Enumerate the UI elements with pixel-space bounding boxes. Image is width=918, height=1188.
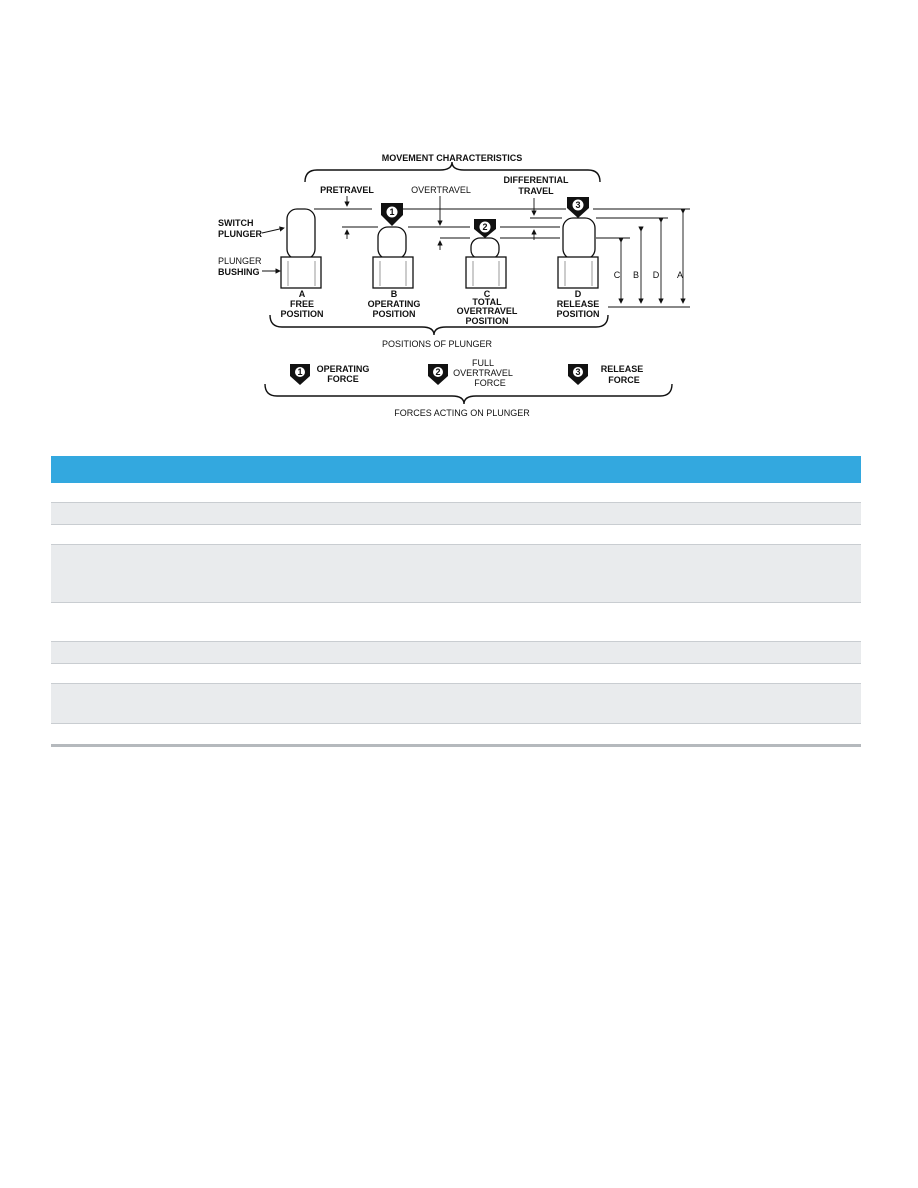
position-c-label <box>457 289 518 326</box>
svg-text:FORCE: FORCE <box>474 378 506 388</box>
table-row <box>51 525 861 545</box>
svg-text:C: C <box>483 289 491 299</box>
forces-brace <box>265 384 672 404</box>
svg-text:A: A <box>298 289 306 299</box>
plunger-bushing-label-2: BUSHING <box>218 267 260 277</box>
table-row <box>51 664 861 684</box>
dimension-a <box>677 213 683 303</box>
table-row <box>51 503 861 525</box>
svg-text:POSITION: POSITION <box>372 309 416 319</box>
pretravel-label: PRETRAVEL <box>320 185 374 195</box>
force-1-arrow-icon <box>381 203 403 226</box>
position-a-label <box>280 289 323 319</box>
plunger-c-illustration <box>466 238 506 288</box>
plunger-bushing-label-1: PLUNGER <box>218 256 262 266</box>
svg-text:FORCE: FORCE <box>608 375 640 385</box>
overtravel-label: OVERTRAVEL <box>411 185 471 195</box>
svg-text:D: D <box>652 270 660 280</box>
svg-text:POSITION: POSITION <box>465 316 509 326</box>
svg-text:1: 1 <box>389 207 395 217</box>
svg-text:2: 2 <box>482 222 488 232</box>
plunger-b-illustration <box>373 227 413 288</box>
svg-text:FORCE: FORCE <box>327 374 359 384</box>
svg-text:OVERTRAVEL: OVERTRAVEL <box>456 306 518 316</box>
table-row <box>51 603 861 642</box>
table-row <box>51 684 861 724</box>
svg-text:A: A <box>676 270 684 280</box>
dimension-d <box>653 222 661 303</box>
svg-text:RELEASE: RELEASE <box>600 364 644 374</box>
switch-plunger-label-1: SWITCH <box>218 218 254 228</box>
svg-text:1: 1 <box>297 367 303 377</box>
svg-text:FULL: FULL <box>471 358 495 368</box>
svg-text:D: D <box>574 289 582 299</box>
svg-text:FREE: FREE <box>289 299 315 309</box>
table-row <box>51 483 861 503</box>
table-row <box>51 642 861 664</box>
force-2-arrow-icon <box>474 219 496 238</box>
svg-text:B: B <box>632 270 640 280</box>
spec-table <box>51 456 861 747</box>
switch-plunger-label-2: PLUNGER <box>218 229 263 239</box>
plunger-a-illustration <box>281 209 321 288</box>
force-3-arrow-icon <box>567 197 589 218</box>
dimension-c <box>614 242 621 303</box>
table-row <box>51 724 861 744</box>
svg-text:TOTAL: TOTAL <box>472 297 502 307</box>
positions-header: POSITIONS OF PLUNGER <box>381 339 493 349</box>
plunger-diagram <box>0 0 918 440</box>
svg-text:OVERTRAVEL: OVERTRAVEL <box>453 368 513 378</box>
svg-text:POSITION: POSITION <box>556 309 600 319</box>
svg-text:POSITION: POSITION <box>280 309 324 319</box>
position-b-label <box>368 289 421 319</box>
svg-text:2: 2 <box>435 367 441 377</box>
legend-force-2 <box>428 358 513 388</box>
svg-text:B: B <box>390 289 398 299</box>
legend-force-3 <box>568 364 643 385</box>
plunger-d-illustration <box>558 218 598 288</box>
svg-text:OPERATING: OPERATING <box>316 364 370 374</box>
svg-text:C: C <box>613 270 621 280</box>
differential-label-1: DIFFERENTIAL <box>503 175 569 185</box>
forces-header: FORCES ACTING ON PLUNGER <box>394 408 530 418</box>
position-d-label <box>556 289 599 319</box>
table-bottom-rule <box>51 744 861 747</box>
movement-header: MOVEMENT CHARACTERISTICS <box>381 153 523 163</box>
svg-text:3: 3 <box>575 200 581 210</box>
differential-label-2: TRAVEL <box>518 186 554 196</box>
table-header <box>51 456 861 483</box>
legend-force-1 <box>290 364 369 385</box>
table-row <box>51 545 861 603</box>
svg-text:OPERATING: OPERATING <box>367 299 421 309</box>
svg-text:RELEASE: RELEASE <box>556 299 600 309</box>
dimension-b <box>633 231 641 303</box>
svg-text:3: 3 <box>575 367 581 377</box>
